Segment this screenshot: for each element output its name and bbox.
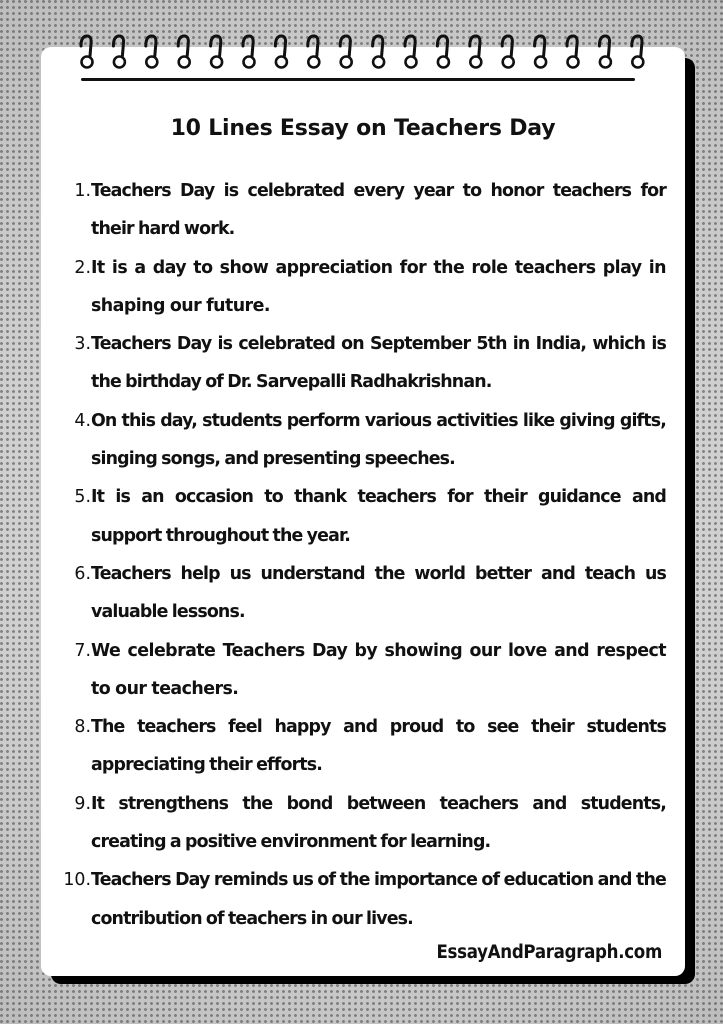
list-item (60, 172, 666, 249)
spiral-ring-icon (632, 36, 644, 68)
spiral-ring-icon (275, 36, 287, 68)
essay-list (60, 172, 666, 938)
spiral-ring-icon (340, 36, 352, 68)
list-item (60, 708, 666, 785)
spiral-ring-icon (535, 36, 547, 68)
item-text: Teachers Day is celebrated every year to honor teachers for their hard work. (91, 181, 666, 240)
spiral-ring-icon (470, 36, 482, 68)
spiral-ring-icon (146, 36, 158, 68)
item-number: 1. (74, 181, 91, 201)
item-text: On this day, students perform various activities like giving gifts, singing songs, and presenting speeches. (91, 410, 666, 470)
item-text: Teachers help us understand the world better and teach us valuable lessons. (91, 563, 666, 623)
list-item (60, 478, 666, 555)
item-number: 8. (74, 717, 91, 738)
list-item (60, 861, 666, 938)
item-text: We celebrate Teachers Day by showing our love and respect to our teachers. (91, 640, 666, 699)
spiral-ring-icon (502, 36, 514, 68)
item-number: 7. (74, 640, 91, 661)
item-number: 5. (74, 487, 91, 508)
item-text: It is an occasion to thank teachers for their guidance and support throughout the year. (91, 487, 666, 546)
item-text: Teachers Day reminds us of the importance of education and the contribution of teachers in our lives. (91, 870, 666, 929)
list-item (60, 555, 666, 632)
item-number: 10. (63, 870, 91, 891)
spiral-ring-icon (405, 36, 417, 68)
site-watermark: EssayAndParagraph.com (436, 942, 662, 963)
spiral-ring-icon (308, 36, 320, 68)
item-number: 3. (74, 334, 91, 355)
page-title: 10 Lines Essay on Teachers Day (170, 116, 556, 141)
item-number: 2. (74, 257, 91, 278)
item-number: 4. (74, 410, 91, 431)
list-item (60, 249, 666, 326)
spiral-ring-icon (437, 36, 449, 68)
spiral-ring-icon (373, 36, 385, 68)
item-text: It is a day to show appreciation for the role teachers play in shaping our future. (91, 257, 666, 316)
item-number: 9. (74, 793, 91, 814)
spiral-ring-icon (243, 36, 255, 68)
spiral-ring-icon (211, 36, 223, 68)
item-text: It strengthens the bond between teachers and students, creating a positive environment for learning. (91, 793, 666, 853)
spiral-ring-icon (113, 36, 125, 68)
item-number: 6. (74, 563, 91, 584)
list-item (60, 402, 666, 479)
spiral-ring-icon (81, 36, 93, 68)
spiral-ring-icon (178, 36, 190, 68)
item-text: Teachers Day is celebrated on September 5th in India, which is the birthday of Dr. Sarvepalli Radhakrishnan. (91, 334, 666, 393)
list-item (60, 325, 666, 402)
spiral-ring-icon (567, 36, 579, 68)
item-text: The teachers feel happy and proud to see their students appreciating their efforts. (91, 717, 666, 776)
list-item (60, 785, 666, 862)
binding-line (81, 78, 635, 81)
list-item (60, 632, 666, 709)
spiral-ring-icon (599, 36, 611, 68)
spiral-binding (72, 32, 652, 74)
